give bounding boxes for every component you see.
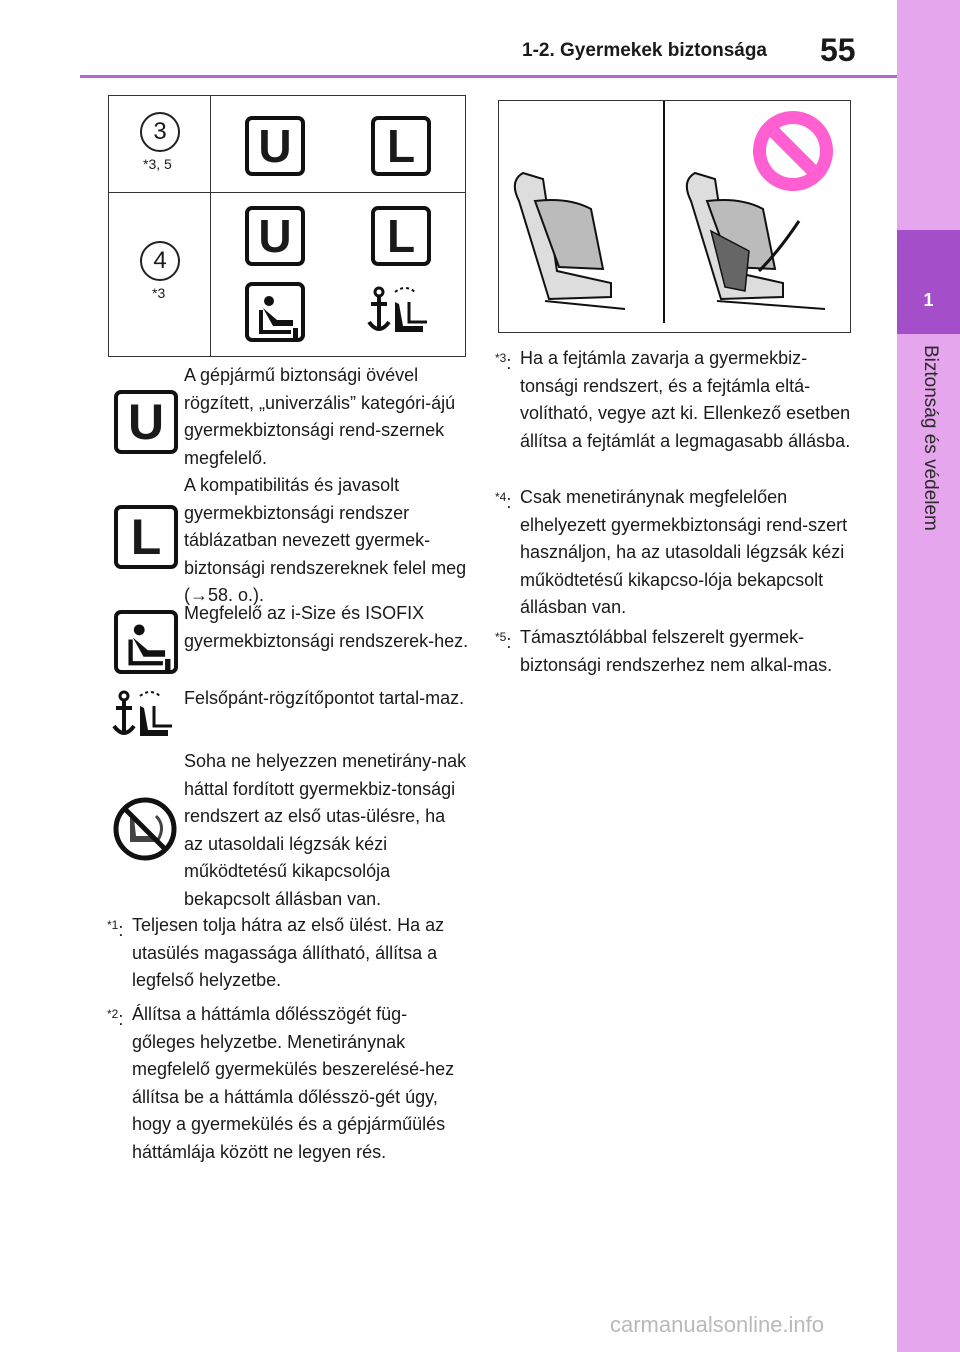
limited-L-badge: L bbox=[371, 206, 431, 266]
header-rule bbox=[80, 75, 897, 78]
isofix-seat-icon bbox=[114, 610, 178, 674]
page-header bbox=[0, 0, 897, 80]
top-tether-anchor-icon bbox=[365, 282, 431, 342]
table-divider bbox=[210, 96, 211, 356]
footnote: $^{*1}$: Teljesen tolja hátra az első ülést. Ha az utasülés magassága állítható, állítsa a legfelső helyzetbe. bbox=[107, 915, 445, 990]
universal-U-badge: U bbox=[245, 206, 305, 266]
footnote: $^{*3}$: Ha a fejtámla zavarja a gyermekbiz-tonsági rendszert, és a fejtámla eltá-volítható, vegye azt ki. Ellenkező esetben állítsa a fejtámlát a legmagasabb állásba. bbox=[495, 348, 851, 451]
chapter-number: 1 bbox=[897, 230, 960, 334]
legend-text: A kompatibilitás és javasolt gyermekbiztonsági rendszer táblázatban nevezett gyermek-biztonsági rendszereknek felel meg (→58. o.). bbox=[184, 475, 467, 605]
footnote: $^{*2}$: Állítsa a háttámla dőlésszögét füg-gőleges helyzetbe. Menetiránynak megfelelő gyermekülés beszerelésé-hez állítsa be a háttámla dőlésszö-gét úgy, hogy a gyermekülés és a gépjárműülés háttámlája között ne legyen rés. bbox=[107, 1004, 455, 1162]
footnote: $^{*5}$: Támasztólábbal felszerelt gyermek-biztonsági rendszerhez nem alkal-mas. bbox=[495, 627, 833, 675]
legend-text: A gépjármű biztonsági övével rögzített, „univerzális” kategóri-ájú gyermekbiztonsági rend-szernek megfelelő. bbox=[184, 365, 456, 468]
seat-number-circle: 3 bbox=[140, 112, 180, 152]
seat-note: *3, 5 bbox=[143, 156, 172, 172]
limited-L-badge: L bbox=[371, 116, 431, 176]
legend-text: Felsőpánt-rögzítőpontot tartal-maz. bbox=[184, 688, 465, 708]
no-rear-facing-seat-icon bbox=[112, 796, 178, 862]
watermark: carmanualsonline.info bbox=[610, 1312, 825, 1337]
seat-note: *3 bbox=[152, 285, 166, 301]
seat-illustration bbox=[498, 100, 851, 333]
top-tether-anchor-icon bbox=[110, 686, 176, 746]
legend-text: Megfelelő az i-Size és ISOFIX gyermekbiztonsági rendszerek-hez. bbox=[184, 603, 469, 651]
seat-number-circle: 4 bbox=[140, 241, 180, 281]
universal-U-badge: U bbox=[245, 116, 305, 176]
section-title: 1-2. Gyermekek biztonsága bbox=[522, 40, 767, 61]
legend-text: Soha ne helyezzen menetirány-nak háttal fordított gyermekbiz-tonsági rendszert az első utas-ülésre, ha az utasoldali légzsák kézi működtetésű kikapcsolója bekapcsolt állásban van. bbox=[184, 751, 467, 909]
chapter-title: Biztonság és védelem bbox=[920, 345, 941, 531]
isofix-seat-icon bbox=[245, 282, 305, 342]
seat-compatibility-table bbox=[108, 95, 466, 357]
footnote: $^{*4}$: Csak menetiránynak megfelelően elhelyezett gyermekbiztonsági rend-szert használjon, ha az utasoldali légzsák kézi működtetésű kikapcso-lója bekapcsolt állásban van. bbox=[495, 487, 848, 617]
chapter-side-tab bbox=[897, 0, 960, 1352]
universal-U-badge: U bbox=[114, 390, 178, 454]
limited-L-badge: L bbox=[114, 505, 178, 569]
page-number: 55 bbox=[820, 32, 856, 68]
